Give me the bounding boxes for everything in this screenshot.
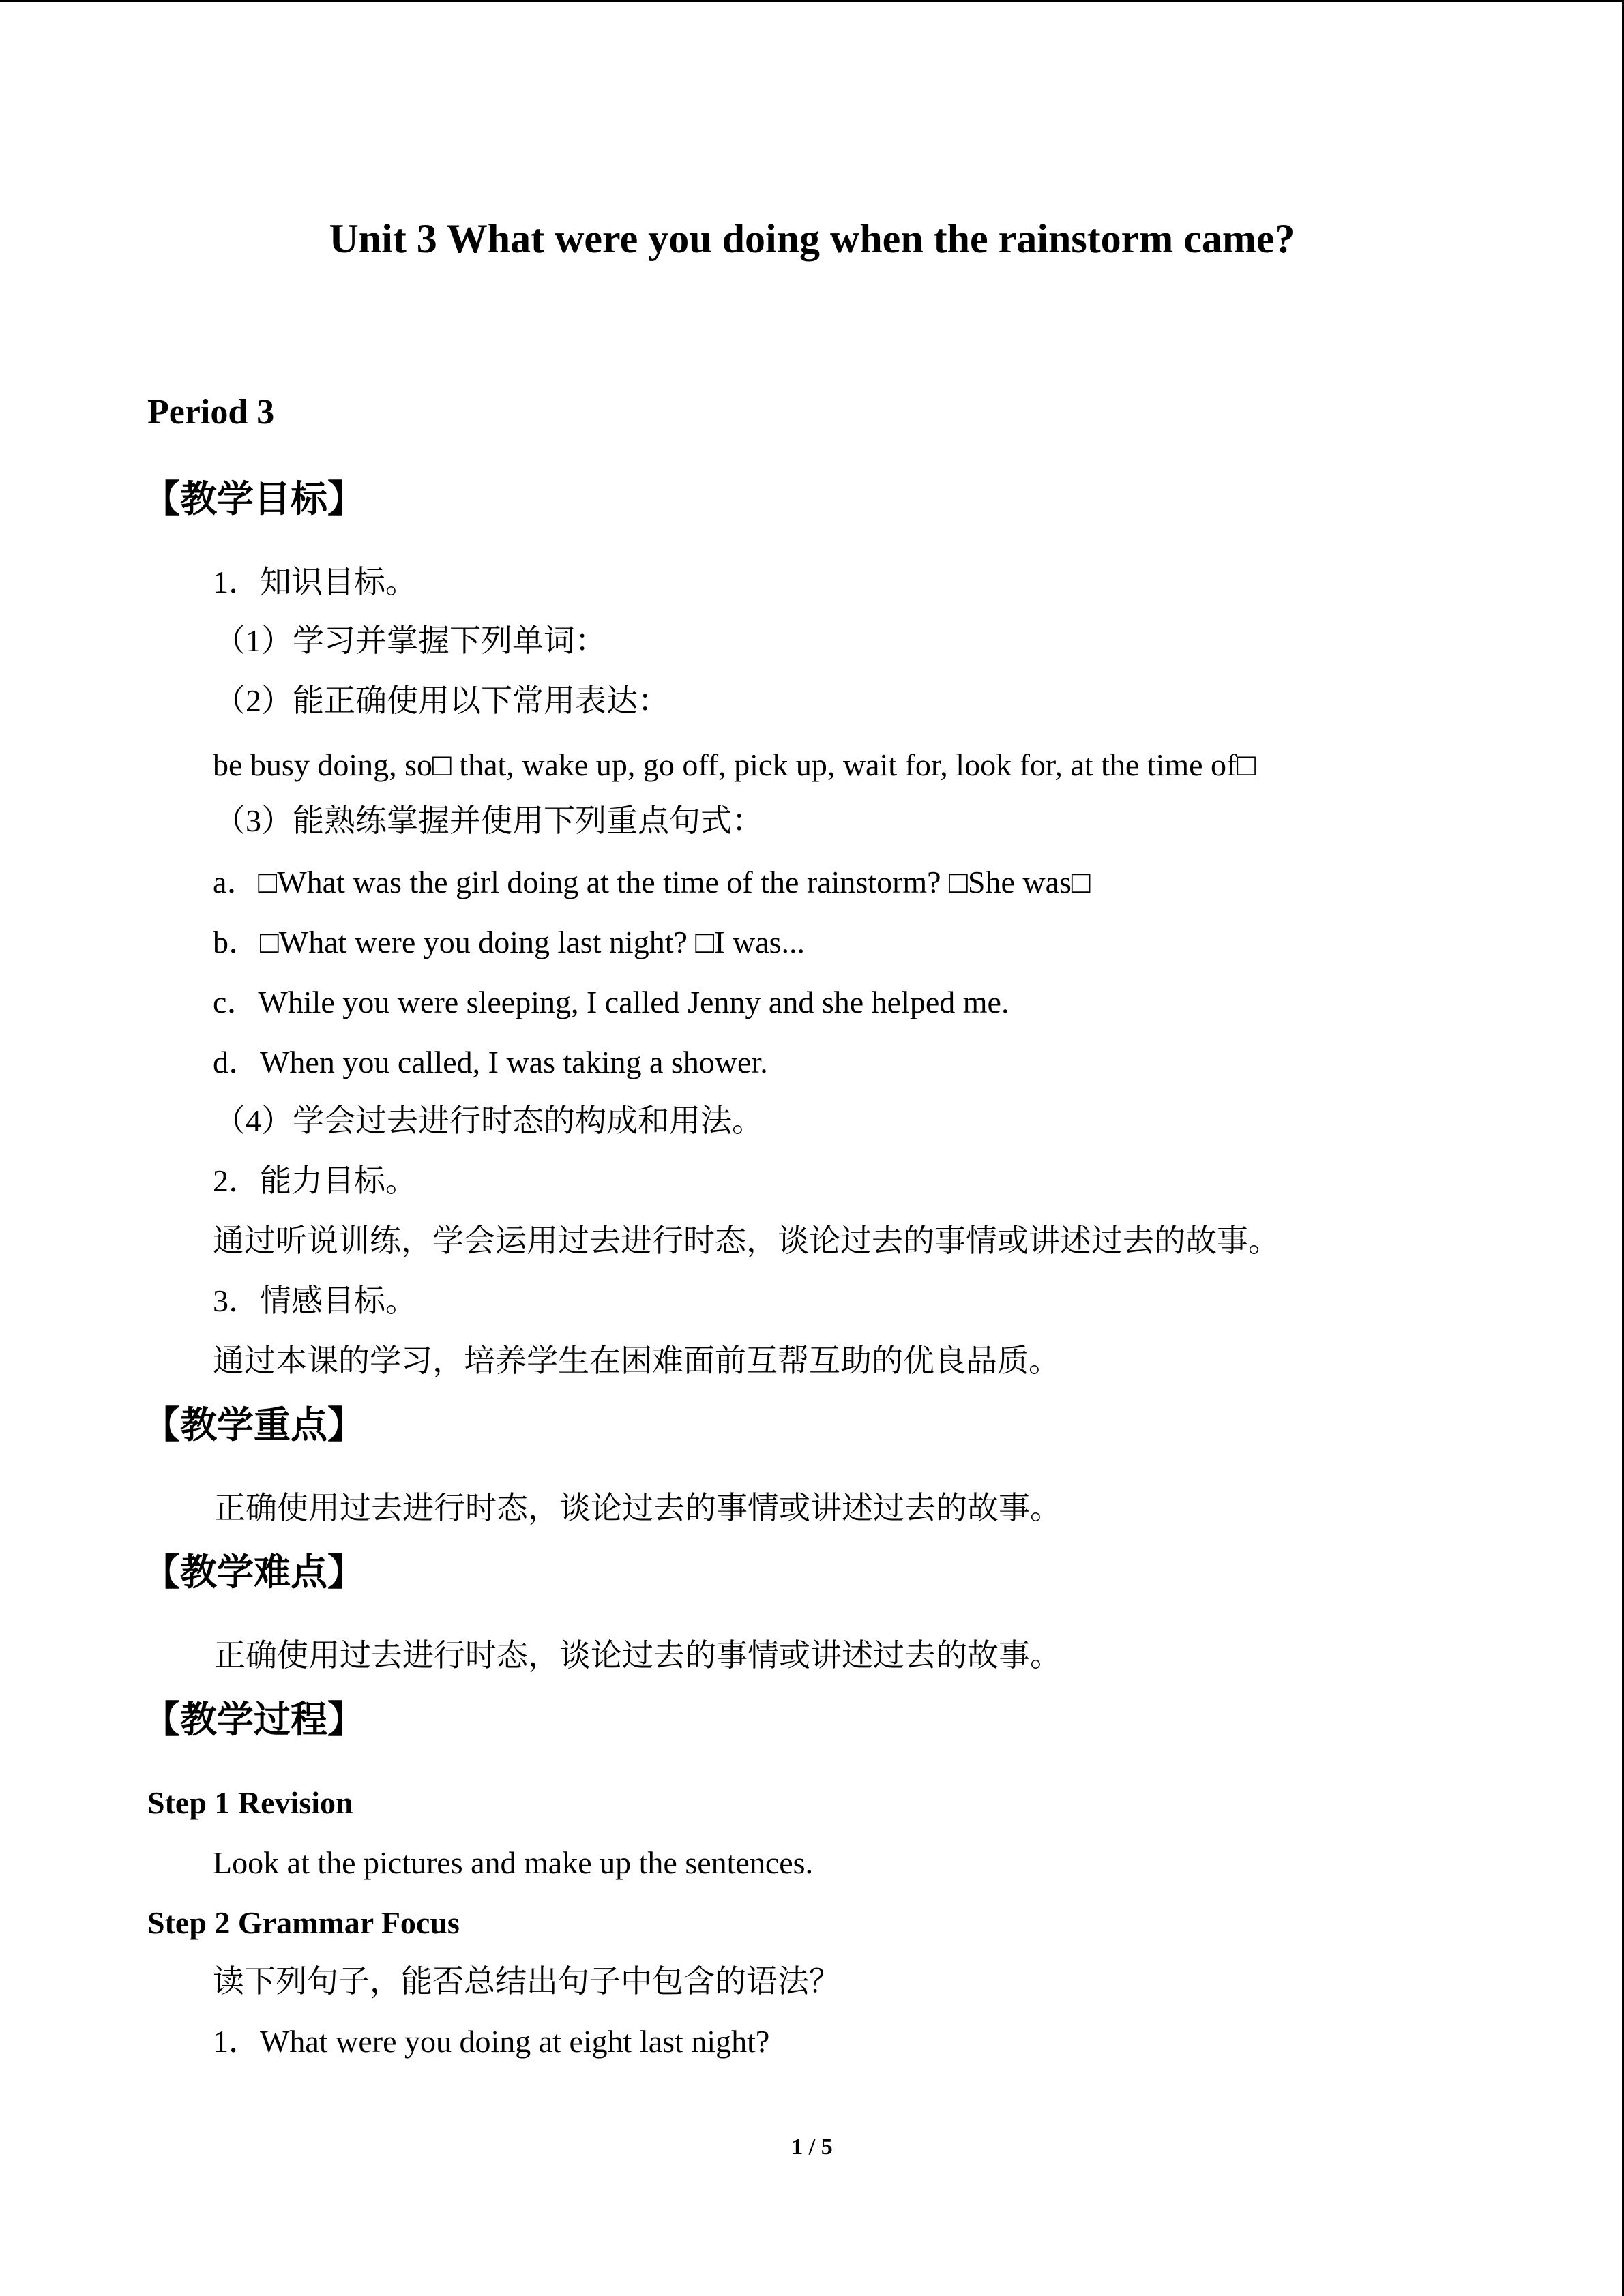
sentence-b: b．□What were you doing last night? □I was...: [213, 925, 806, 959]
section-process: 【教学过程】: [143, 1698, 364, 1741]
difficulties-text: 正确使用过去进行时态，谈论过去的事情或讲述过去的故事。: [214, 1638, 1061, 1673]
objective-ability: 2．能力目标。: [213, 1163, 417, 1198]
step1-title: Step 1 Revision: [147, 1785, 353, 1820]
sentence-d: d．When you called, I was taking a shower.: [213, 1045, 768, 1079]
page-number: 1 / 5: [791, 2134, 833, 2160]
section-difficulties: 【教学难点】: [143, 1551, 364, 1594]
key-points-text: 正确使用过去进行时态，谈论过去的事情或讲述过去的故事。: [214, 1491, 1061, 1525]
emotion-text: 通过本课的学习，培养学生在困难面前互帮互助的优良品质。: [213, 1343, 1060, 1378]
section-key-points: 【教学重点】: [143, 1403, 364, 1446]
objective-knowledge: 1．知识目标。: [213, 565, 417, 599]
sentence-a: a．□What was the girl doing at the time of the rainstorm? □She was□: [213, 865, 1091, 899]
objective-emotion: 3．情感目标。: [213, 1283, 417, 1318]
document-title: Unit 3 What were you doing when the rainstorm came?: [329, 216, 1295, 261]
section-objectives: 【教学目标】: [143, 477, 364, 520]
ability-text: 通过听说训练，学会运用过去进行时态，谈论过去的事情或讲述过去的故事。: [213, 1223, 1280, 1258]
step2-text: 读下列句子，能否总结出句子中包含的语法？: [213, 1964, 840, 1999]
objective-k1: （1）学习并掌握下列单词：: [214, 623, 606, 658]
objective-k3: （3）能熟练掌握并使用下列重点句式：: [214, 803, 763, 838]
period-heading: Period 3: [147, 393, 275, 432]
step2-item1: 1．What were you doing at eight last night?: [213, 2024, 770, 2059]
sentence-c: c．While you were sleeping, I called Jenny and she helped me.: [213, 985, 1009, 1019]
step2-title: Step 2 Grammar Focus: [147, 1905, 460, 1940]
objective-expressions: be busy doing, so□ that, wake up, go off, pick up, wait for, look for, at the time of□: [213, 747, 1256, 782]
top-border: [0, 0, 1624, 2]
step1-text: Look at the pictures and make up the sentences.: [213, 1845, 814, 1880]
objective-k2: （2）能正确使用以下常用表达：: [214, 683, 669, 718]
objective-k4: （4）学会过去进行时态的构成和用法。: [214, 1103, 763, 1138]
